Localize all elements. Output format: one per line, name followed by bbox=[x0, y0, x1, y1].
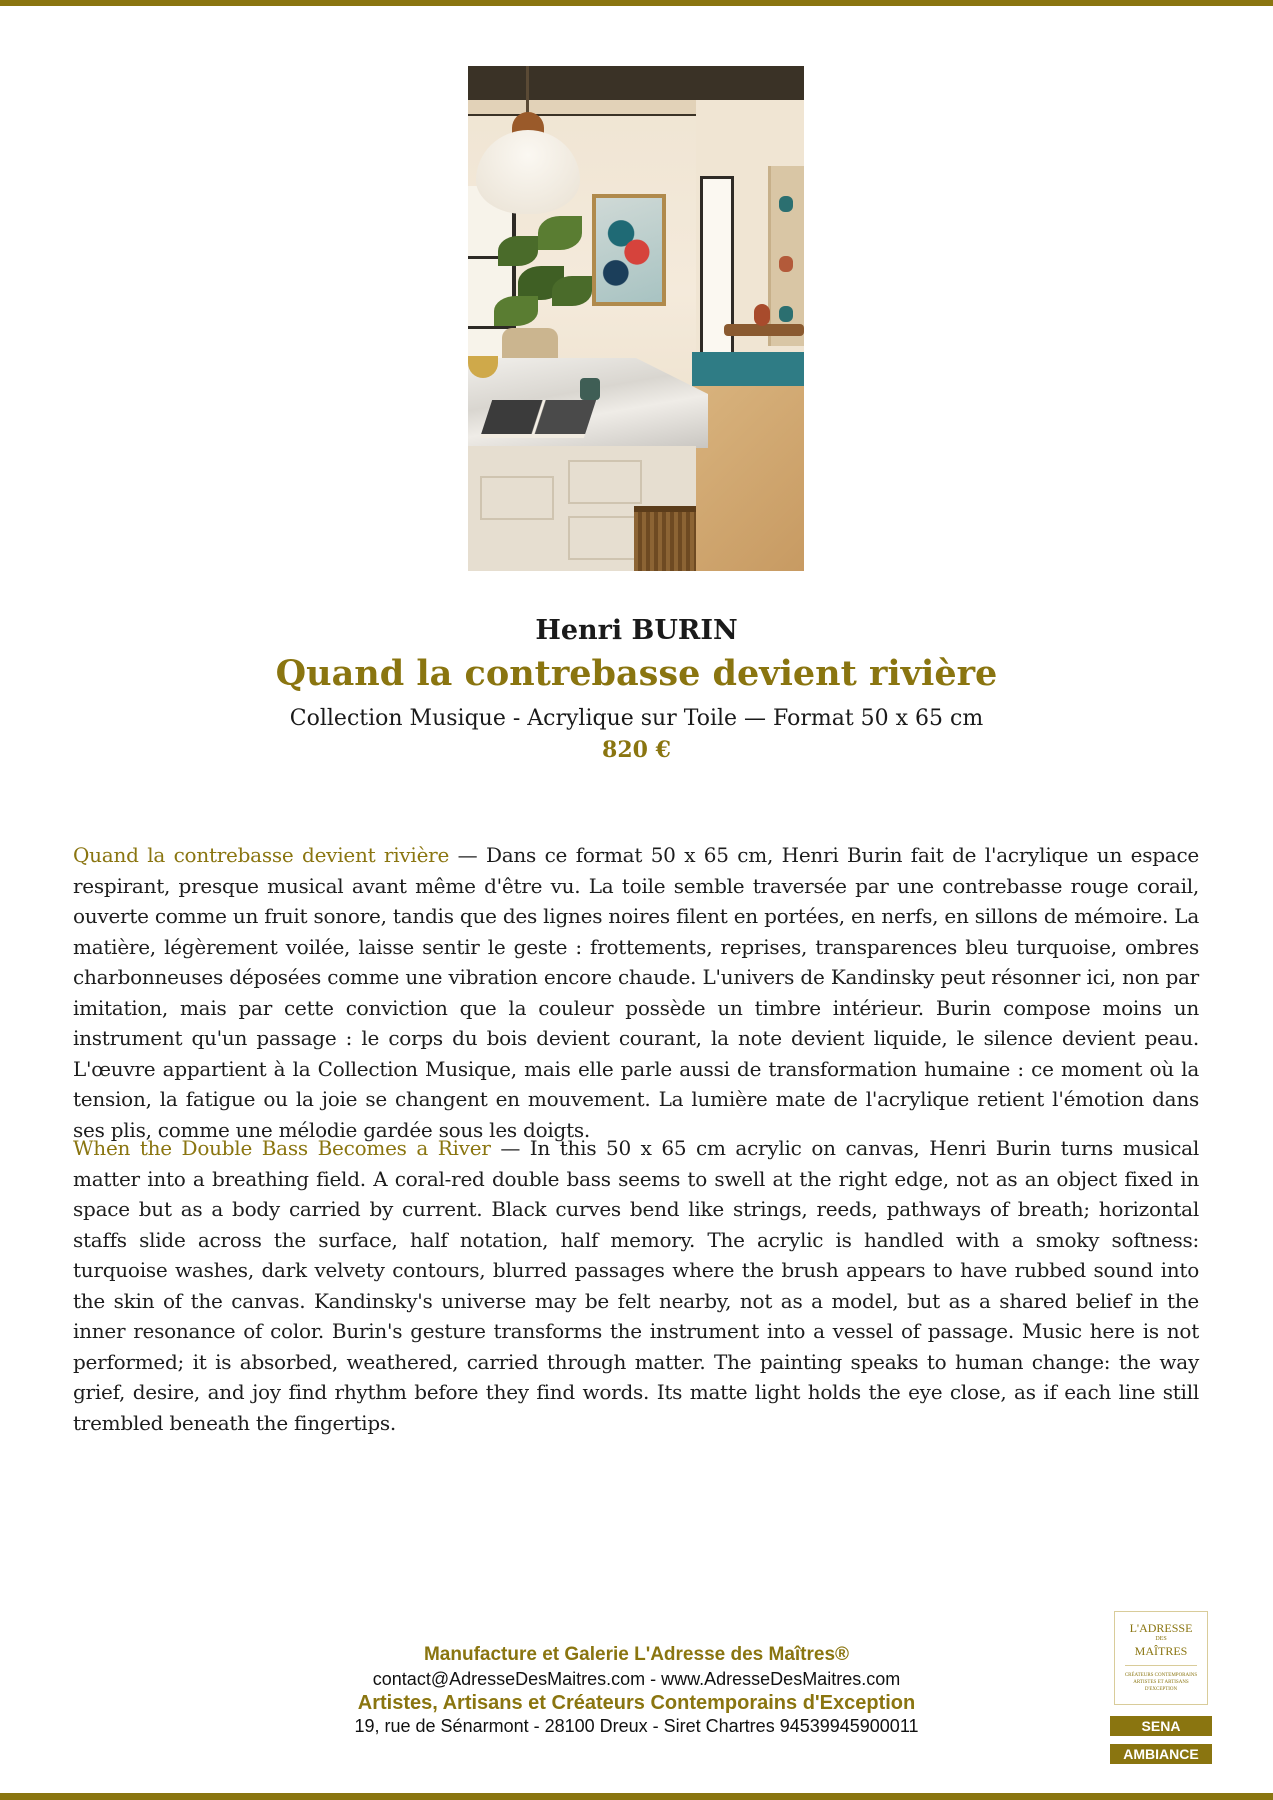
artwork-price: 820 € bbox=[602, 737, 671, 763]
badge-ambiance: AMBIANCE bbox=[1110, 1744, 1212, 1764]
vase bbox=[754, 304, 770, 326]
painting-canvas bbox=[596, 198, 662, 302]
mug bbox=[580, 378, 600, 400]
description-fr bbox=[73, 840, 1199, 1145]
bottom-border bbox=[0, 1793, 1273, 1800]
painting-frame bbox=[592, 194, 666, 306]
top-border bbox=[0, 0, 1273, 6]
artwork-photo bbox=[468, 66, 804, 571]
footer-company: Manufacture et Galerie L'Adresse des Maîtres® bbox=[423, 1644, 850, 1665]
open-book bbox=[480, 400, 596, 438]
artist-name: Henri BURIN bbox=[535, 615, 738, 646]
bookshelf bbox=[768, 166, 804, 346]
pendant-lamp bbox=[476, 130, 580, 214]
logo-line2: DES bbox=[1155, 1636, 1167, 1642]
dining-table bbox=[724, 324, 804, 336]
description-fr-text: — Dans ce format 50 x 65 cm, Henri Burin fait de l'acrylique un espace respirant, presque musical avant même d'être vu. La toile semble traversée par une contrebasse rouge corail, ouverte comme un fruit sonore, tandis que des lignes noires filent en portées, en nerfs, en sillons de mémoire. La matière, légèrement voilée, laisse sentir le geste : frottements, reprises, transparences bleu turquoise, ombres charbonneuses déposées comme une vibration encore chaude. L'univers de Kandinsky peut résonner ici, non par imitation, mais par cette conviction que la couleur possède un timbre intérieur. Burin compose moins un instrument qu'un passage : le corps du bois devient courant, la note devient liquide, le silence devient peau. L'œuvre appartient à la Collection Musique, mais elle parle aussi de transformation humaine : ce moment où la tension, la fatigue ou la joie se changent en mouvement. La lumière mate de l'acrylique retient l'émotion dans ses plis, comme une mélodie gardée sous les doigts. bbox=[73, 843, 1199, 1142]
logo-line1: L'ADRESSE bbox=[1129, 1621, 1193, 1635]
artwork-details: Collection Musique - Acrylique sur Toile — Format 50 x 65 cm bbox=[289, 706, 984, 731]
artwork-title: Quand la contrebasse devient rivière bbox=[275, 653, 998, 694]
gallery-logo bbox=[1114, 1611, 1208, 1705]
footer-contact: contact@AdresseDesMaitres.com - www.AdresseDesMaitres.com bbox=[372, 1669, 901, 1689]
teal-bench bbox=[692, 352, 804, 386]
description-fr-lead: Quand la contrebasse devient rivière bbox=[73, 843, 450, 867]
badge-sena: SENA bbox=[1110, 1716, 1212, 1736]
footer-tagline: Artistes, Artisans et Créateurs Contemporains d'Exception bbox=[357, 1692, 916, 1714]
logo-line4: CRÉATEURS CONTEMPORAINS ARTISTES ET ARTISANS D'EXCEPTION bbox=[1124, 1673, 1198, 1692]
description-en-text: — In this 50 x 65 cm acrylic on canvas, Henri Burin turns musical matter into a breathing field. A coral-red double bass seems to swell at the right edge, not as an object fixed in space but as a body carried by current. Black curves bend like strings, reeds, pathways of breath; horizontal staffs slide across the surface, half notation, half memory. The acrylic is handled with a smoky softness: turquoise washes, dark velvety contours, blurred passages where the brush appears to have rubbed sound into the skin of the canvas. Kandinsky's universe may be felt nearby, not as a model, but as a shared belief in the inner resonance of color. Burin's gesture transforms the instrument into a vessel of passage. Music here is not performed; it is absorbed, weathered, carried through matter. The painting speaks to human change: the way grief, desire, and joy find rhythm before they find words. Its matte light holds the eye close, as if each line still trembled beneath the fingertips. bbox=[73, 1136, 1200, 1435]
description-en bbox=[73, 1133, 1199, 1438]
description-en-lead: When the Double Bass Becomes a River bbox=[73, 1136, 491, 1160]
logo-rule bbox=[1125, 1665, 1197, 1666]
rattan-chair bbox=[634, 506, 696, 571]
footer-address: 19, rue de Sénarmont - 28100 Dreux - Siret Chartres 94539945900011 bbox=[354, 1716, 919, 1736]
lamp-cord bbox=[526, 66, 529, 114]
logo-line3: MAÎTRES bbox=[1134, 1644, 1188, 1658]
